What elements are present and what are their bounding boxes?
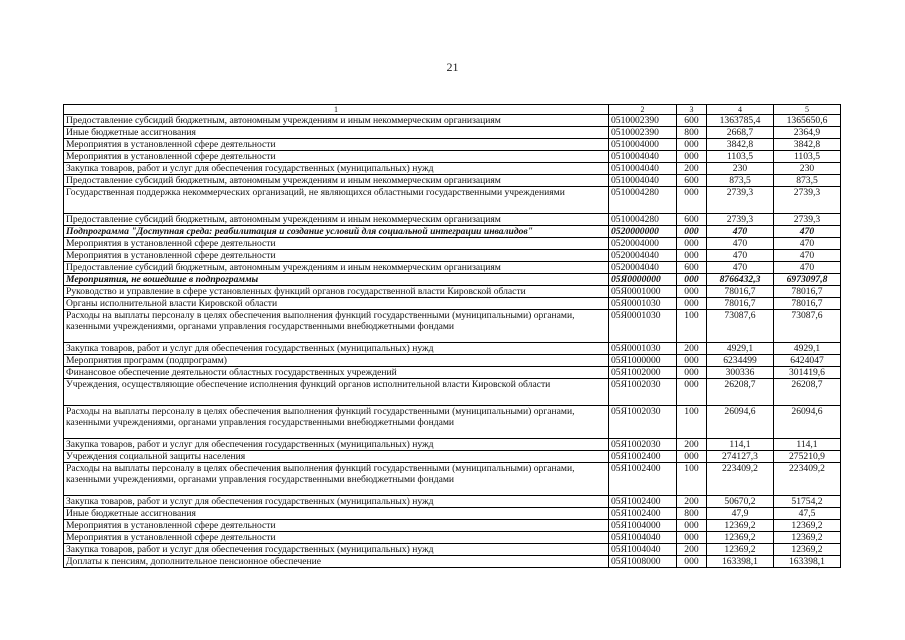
row-type: 800 — [677, 508, 707, 520]
table-row — [64, 379, 841, 406]
row-value-1: 73087,6 — [707, 310, 774, 343]
row-name: Расходы на выплаты персоналу в целях обеспечения выполнения функций государственными (муниципальными) органами, казенными учреждениями, органами управления государственными внебюджетными фондами — [64, 310, 609, 343]
row-value-2: 163398,1 — [774, 556, 841, 568]
header-col-4: 4 — [707, 105, 774, 115]
row-type: 200 — [677, 496, 707, 508]
row-name: Закупка товаров, работ и услуг для обеспечения государственных (муниципальных) нужд — [64, 439, 609, 451]
row-type: 200 — [677, 343, 707, 355]
row-value-1: 78016,7 — [707, 298, 774, 310]
table-row — [64, 151, 841, 163]
row-value-2: 1365650,6 — [774, 115, 841, 127]
row-value-2: 301419,6 — [774, 367, 841, 379]
row-value-1: 470 — [707, 262, 774, 274]
row-type: 000 — [677, 298, 707, 310]
row-code: 0510004000 — [609, 139, 677, 151]
row-code: 0510004040 — [609, 175, 677, 187]
row-code: 0520000000 — [609, 226, 677, 238]
row-code: 0510004040 — [609, 151, 677, 163]
row-name: Мероприятия в установленной сфере деятельности — [64, 238, 609, 250]
row-value-1: 8766432,3 — [707, 274, 774, 286]
row-value-1: 12369,2 — [707, 532, 774, 544]
row-code: 0520004040 — [609, 250, 677, 262]
row-code: 05Я1002400 — [609, 451, 677, 463]
table-row — [64, 226, 841, 238]
row-type: 000 — [677, 187, 707, 214]
row-type: 800 — [677, 127, 707, 139]
table-row — [64, 163, 841, 175]
row-name: Мероприятия в установленной сфере деятельности — [64, 250, 609, 262]
row-value-1: 230 — [707, 163, 774, 175]
row-name: Государственная поддержка некоммерческих организаций, не являющихся областными государственными учреждениями — [64, 187, 609, 214]
row-type: 200 — [677, 544, 707, 556]
table-row — [64, 298, 841, 310]
row-name: Расходы на выплаты персоналу в целях обеспечения выполнения функций государственными (муниципальными) органами, казенными учреждениями, органами управления государственными внебюджетными фондами — [64, 463, 609, 496]
row-code: 05Я1000000 — [609, 355, 677, 367]
row-value-1: 26094,6 — [707, 406, 774, 439]
row-code: 05Я0001000 — [609, 286, 677, 298]
table-row — [64, 508, 841, 520]
row-value-2: 470 — [774, 226, 841, 238]
table-row — [64, 406, 841, 439]
row-value-1: 2668,7 — [707, 127, 774, 139]
row-value-2: 12369,2 — [774, 544, 841, 556]
row-value-2: 1103,5 — [774, 151, 841, 163]
row-type: 000 — [677, 226, 707, 238]
budget-table — [63, 104, 841, 568]
row-value-1: 26208,7 — [707, 379, 774, 406]
table-row — [64, 451, 841, 463]
row-value-2: 470 — [774, 262, 841, 274]
row-name: Мероприятия в установленной сфере деятельности — [64, 520, 609, 532]
row-code: 05Я1002400 — [609, 463, 677, 496]
row-value-2: 2364,9 — [774, 127, 841, 139]
row-type: 000 — [677, 139, 707, 151]
row-code: 05Я0000000 — [609, 274, 677, 286]
row-type: 000 — [677, 556, 707, 568]
row-value-2: 275210,9 — [774, 451, 841, 463]
row-code: 05Я0001030 — [609, 310, 677, 343]
row-name: Предоставление субсидий бюджетным, автономным учреждениям и иным некоммерческим организациям — [64, 115, 609, 127]
row-value-2: 6424047 — [774, 355, 841, 367]
row-code: 0510004280 — [609, 214, 677, 226]
row-code: 05Я1002400 — [609, 508, 677, 520]
row-name: Иные бюджетные ассигнования — [64, 127, 609, 139]
row-name: Закупка товаров, работ и услуг для обеспечения государственных (муниципальных) нужд — [64, 544, 609, 556]
row-type: 200 — [677, 439, 707, 451]
row-value-1: 1363785,4 — [707, 115, 774, 127]
row-value-2: 78016,7 — [774, 286, 841, 298]
row-code: 0510002390 — [609, 127, 677, 139]
row-value-2: 230 — [774, 163, 841, 175]
row-code: 05Я0001030 — [609, 343, 677, 355]
row-name: Предоставление субсидий бюджетным, автономным учреждениям и иным некоммерческим организациям — [64, 262, 609, 274]
row-type: 600 — [677, 214, 707, 226]
row-value-2: 223409,2 — [774, 463, 841, 496]
table-row — [64, 262, 841, 274]
row-value-2: 12369,2 — [774, 532, 841, 544]
row-code: 05Я1002030 — [609, 439, 677, 451]
row-value-1: 274127,3 — [707, 451, 774, 463]
row-type: 000 — [677, 151, 707, 163]
header-col-3: 3 — [677, 105, 707, 115]
row-value-1: 2739,3 — [707, 214, 774, 226]
row-name: Предоставление субсидий бюджетным, автономным учреждениям и иным некоммерческим организациям — [64, 175, 609, 187]
row-type: 000 — [677, 355, 707, 367]
row-type: 600 — [677, 262, 707, 274]
table-row — [64, 127, 841, 139]
row-value-2: 2739,3 — [774, 187, 841, 214]
row-type: 000 — [677, 238, 707, 250]
row-name: Закупка товаров, работ и услуг для обеспечения государственных (муниципальных) нужд — [64, 343, 609, 355]
row-value-2: 470 — [774, 238, 841, 250]
row-value-1: 1103,5 — [707, 151, 774, 163]
row-name: Мероприятия в установленной сфере деятельности — [64, 532, 609, 544]
row-name: Мероприятия программ (подпрограмм) — [64, 355, 609, 367]
row-value-2: 470 — [774, 250, 841, 262]
row-type: 200 — [677, 163, 707, 175]
table-row — [64, 175, 841, 187]
row-name: Предоставление субсидий бюджетным, автономным учреждениям и иным некоммерческим организациям — [64, 214, 609, 226]
row-name: Руководство и управление в сфере установленных функций органов государственной власти Кировской области — [64, 286, 609, 298]
row-value-1: 470 — [707, 250, 774, 262]
header-col-2: 2 — [609, 105, 677, 115]
table-row — [64, 355, 841, 367]
row-code: 0510002390 — [609, 115, 677, 127]
row-value-2: 51754,2 — [774, 496, 841, 508]
row-value-1: 50670,2 — [707, 496, 774, 508]
row-value-1: 78016,7 — [707, 286, 774, 298]
row-value-1: 6234499 — [707, 355, 774, 367]
row-type: 000 — [677, 250, 707, 262]
row-code: 05Я1002400 — [609, 496, 677, 508]
table-row — [64, 343, 841, 355]
row-value-1: 470 — [707, 238, 774, 250]
table-row — [64, 463, 841, 496]
table-row — [64, 532, 841, 544]
row-type: 000 — [677, 367, 707, 379]
row-type: 000 — [677, 286, 707, 298]
row-value-2: 73087,6 — [774, 310, 841, 343]
row-type: 000 — [677, 379, 707, 406]
row-value-2: 2739,3 — [774, 214, 841, 226]
row-name: Подпрограмма "Доступная среда: реабилитация и создание условий для социальной интеграции инвалидов" — [64, 226, 609, 238]
row-name: Доплаты к пенсиям, дополнительное пенсионное обеспечение — [64, 556, 609, 568]
header-col-5: 5 — [774, 105, 841, 115]
row-type: 100 — [677, 463, 707, 496]
row-type: 000 — [677, 451, 707, 463]
row-name: Закупка товаров, работ и услуг для обеспечения государственных (муниципальных) нужд — [64, 163, 609, 175]
row-type: 000 — [677, 532, 707, 544]
row-value-2: 78016,7 — [774, 298, 841, 310]
table-row — [64, 520, 841, 532]
row-code: 05Я1004040 — [609, 544, 677, 556]
table-header-row — [64, 105, 841, 115]
row-name: Закупка товаров, работ и услуг для обеспечения государственных (муниципальных) нужд — [64, 496, 609, 508]
row-name: Мероприятия в установленной сфере деятельности — [64, 151, 609, 163]
row-value-2: 26208,7 — [774, 379, 841, 406]
row-code: 05Я1004040 — [609, 532, 677, 544]
row-name: Финансовое обеспечение деятельности областных государственных учреждений — [64, 367, 609, 379]
table-row — [64, 439, 841, 451]
row-value-2: 12369,2 — [774, 520, 841, 532]
row-code: 0520004000 — [609, 238, 677, 250]
row-type: 600 — [677, 175, 707, 187]
row-value-1: 300336 — [707, 367, 774, 379]
row-value-2: 873,5 — [774, 175, 841, 187]
table-row — [64, 214, 841, 226]
table-row — [64, 496, 841, 508]
row-code: 0510004280 — [609, 187, 677, 214]
row-name: Мероприятия, не вошедшие в подпрограммы — [64, 274, 609, 286]
row-value-2: 3842,8 — [774, 139, 841, 151]
row-value-1: 114,1 — [707, 439, 774, 451]
row-value-1: 3842,8 — [707, 139, 774, 151]
row-value-1: 163398,1 — [707, 556, 774, 568]
row-type: 100 — [677, 406, 707, 439]
row-value-1: 12369,2 — [707, 544, 774, 556]
row-value-1: 873,5 — [707, 175, 774, 187]
row-code: 05Я1002030 — [609, 406, 677, 439]
table-row — [64, 310, 841, 343]
row-type: 600 — [677, 115, 707, 127]
row-name: Органы исполнительной власти Кировской области — [64, 298, 609, 310]
row-value-2: 26094,6 — [774, 406, 841, 439]
row-type: 100 — [677, 310, 707, 343]
page-number: 21 — [446, 60, 459, 74]
row-name: Расходы на выплаты персоналу в целях обеспечения выполнения функций государственными (муниципальными) органами, казенными учреждениями, органами управления государственными внебюджетными фондами — [64, 406, 609, 439]
row-code: 05Я1002030 — [609, 379, 677, 406]
row-code: 05Я1004000 — [609, 520, 677, 532]
row-code: 05Я1002000 — [609, 367, 677, 379]
table-row — [64, 238, 841, 250]
table-row — [64, 556, 841, 568]
row-value-1: 12369,2 — [707, 520, 774, 532]
table-row — [64, 139, 841, 151]
header-col-1: 1 — [64, 105, 609, 115]
row-code: 05Я1008000 — [609, 556, 677, 568]
row-name: Мероприятия в установленной сфере деятельности — [64, 139, 609, 151]
row-value-2: 4929,1 — [774, 343, 841, 355]
row-value-1: 223409,2 — [707, 463, 774, 496]
table-row — [64, 250, 841, 262]
row-code: 0520004040 — [609, 262, 677, 274]
row-value-1: 2739,3 — [707, 187, 774, 214]
table-row — [64, 115, 841, 127]
row-value-1: 470 — [707, 226, 774, 238]
row-type: 000 — [677, 274, 707, 286]
row-value-2: 114,1 — [774, 439, 841, 451]
table-row — [64, 286, 841, 298]
row-name: Иные бюджетные ассигнования — [64, 508, 609, 520]
table-row — [64, 274, 841, 286]
table-row — [64, 367, 841, 379]
row-value-2: 6973097,8 — [774, 274, 841, 286]
table-row — [64, 187, 841, 214]
row-value-1: 4929,1 — [707, 343, 774, 355]
row-name: Учреждения социальной защиты населения — [64, 451, 609, 463]
row-type: 000 — [677, 520, 707, 532]
table-row — [64, 544, 841, 556]
row-code: 05Я0001030 — [609, 298, 677, 310]
row-name: Учреждения, осуществляющие обеспечение исполнения функций органов исполнительной власти Кировской области — [64, 379, 609, 406]
row-value-2: 47,5 — [774, 508, 841, 520]
row-code: 0510004040 — [609, 163, 677, 175]
row-value-1: 47,9 — [707, 508, 774, 520]
